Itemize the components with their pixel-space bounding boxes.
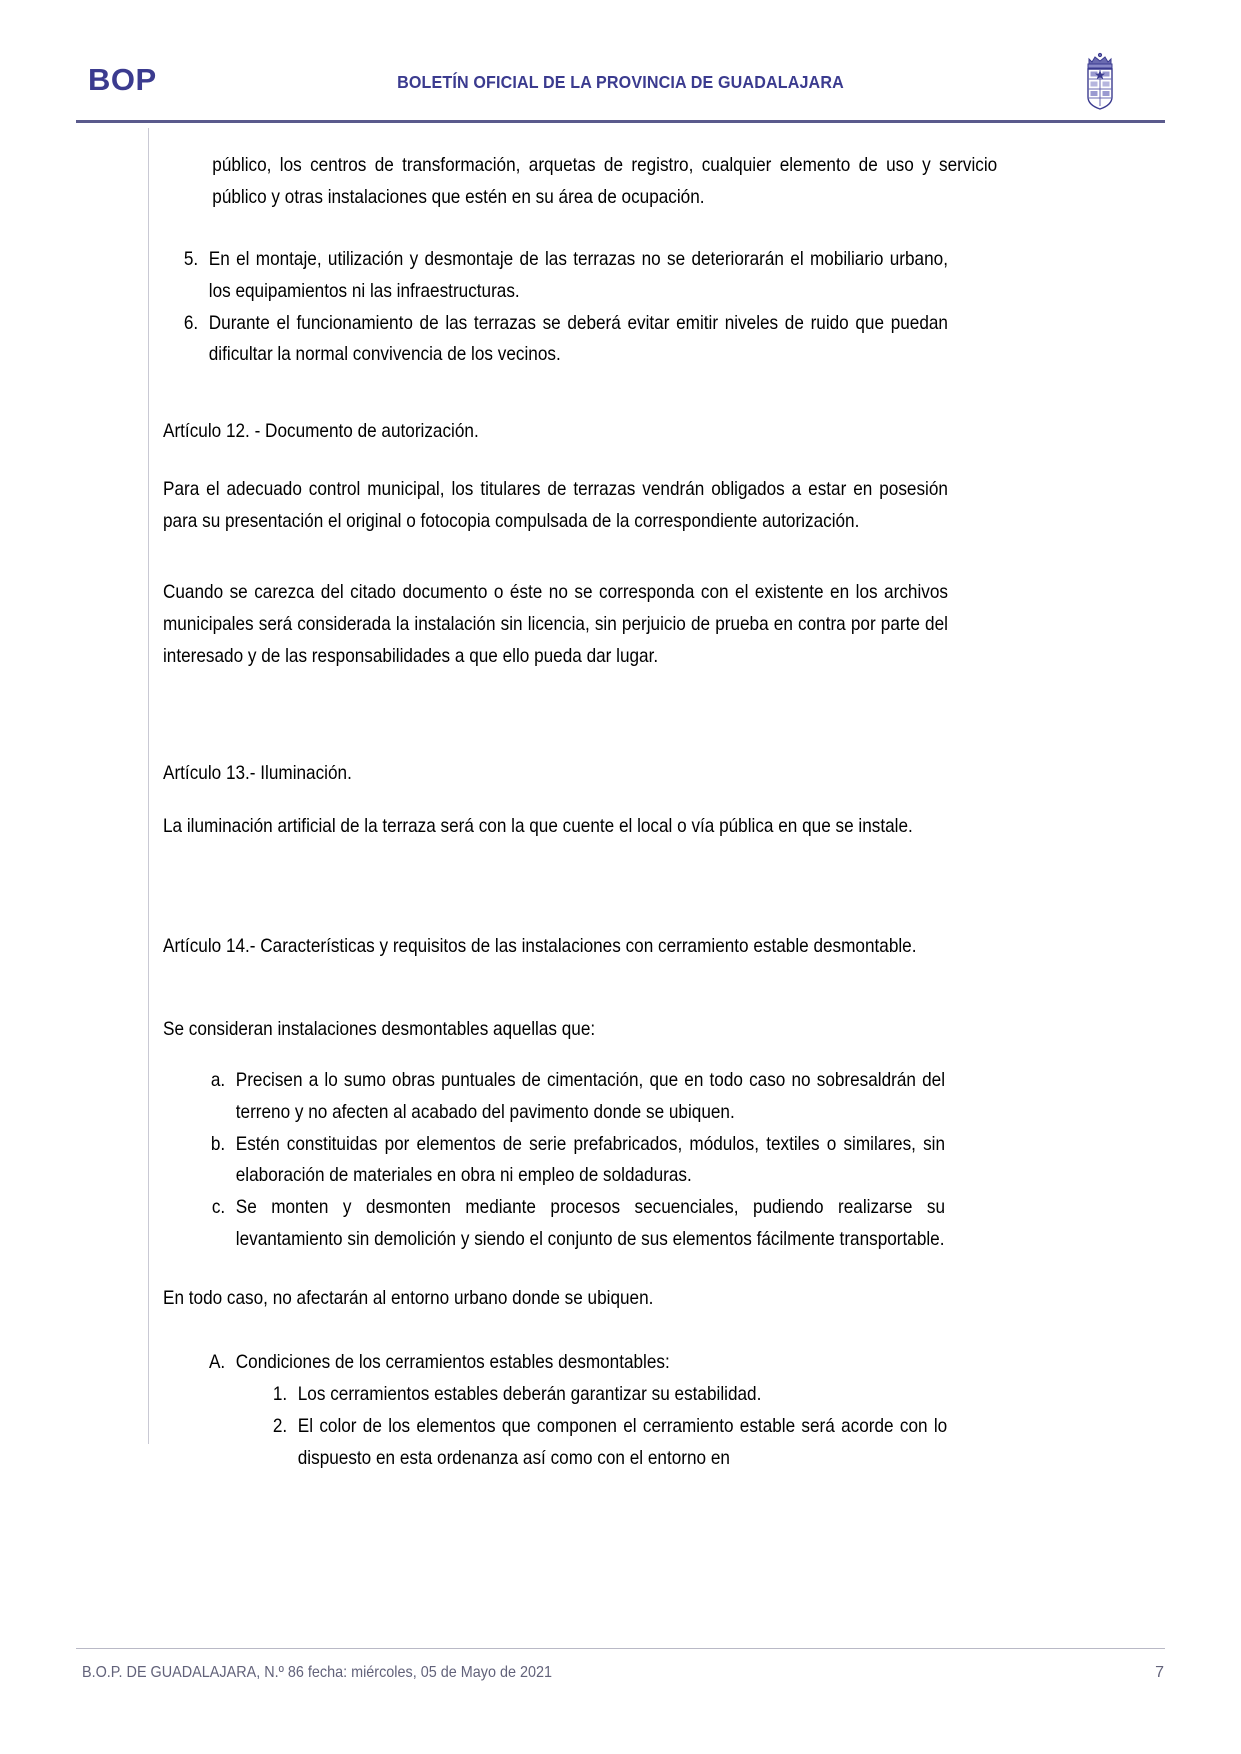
paragraph-art12-1: Para el adecuado control municipal, los titulares de terrazas vendrán obligados a estar en posesión para su presentación el original o fotocopia compulsada de la correspondiente autorización. <box>163 478 948 532</box>
paragraph-art12-2: Cuando se carezca del citado documento o éste no se corresponda con el existente en los archivos municipales será considerada la instalación sin licencia, sin perjuicio de prueba en contra por parte del interesado y de las responsabilidades a que ello pueda dar lugar. <box>163 581 948 667</box>
paragraph-art13-1: La iluminación artificial de la terraza será con la que cuente el local o vía pública en que se instale. <box>163 815 913 837</box>
header-divider <box>76 120 1165 123</box>
bop-logo: BOP <box>88 62 157 97</box>
margin-rule <box>148 128 149 1444</box>
list-marker: 6. <box>183 311 199 334</box>
heading-articulo-12: Artículo 12. - Documento de autorización. <box>163 420 479 442</box>
list-item <box>190 1347 945 1379</box>
coat-of-arms-icon <box>1078 48 1122 112</box>
list-item-text: Precisen a lo sumo obras puntuales de cimentación, que en todo caso no sobresaldrán del terreno y no afecten al acabado del pavimento donde se ubiquen. <box>235 1069 946 1123</box>
list-item-text: Estén constituidas por elementos de serie prefabricados, módulos, textiles o similares, sin elaboración de materiales en obra ni empleo de soldaduras. <box>235 1132 946 1187</box>
list-item <box>252 1379 947 1411</box>
list-item <box>252 1411 947 1475</box>
section-a <box>190 1347 975 1379</box>
list-item-text: En el montaje, utilización y desmontaje de las terrazas no se deteriorarán el mobiliario urbano, los equipamientos ni las infraestructuras. <box>208 248 948 302</box>
list-item <box>190 1065 945 1129</box>
list-marker: A. <box>208 1351 226 1373</box>
heading-articulo-13: Artículo 13.- Iluminación. <box>163 762 352 784</box>
list-item <box>190 1192 945 1256</box>
list-item <box>190 1129 945 1193</box>
page-number: 7 <box>1155 1664 1164 1681</box>
section-a-sublist <box>252 1379 1037 1474</box>
list-item-text: Se monten y desmonten mediante procesos secuenciales, pudiendo realizarse su levantamiento sin demolición y siendo el conjunto de sus elementos fácilmente transportable. <box>235 1196 946 1250</box>
page-header <box>0 0 1241 128</box>
footer-publication-info: B.O.P. DE GUADALAJARA, N.º 86 fecha: miércoles, 05 de Mayo de 2021 <box>82 1664 553 1681</box>
list-marker: 5. <box>183 248 199 270</box>
paragraph-art14-2: En todo caso, no afectarán al entorno urbano donde se ubiquen. <box>163 1287 654 1309</box>
page-title: BOLETÍN OFICIAL DE LA PROVINCIA DE GUADALAJARA <box>397 72 844 92</box>
list-numbered-top <box>163 244 948 371</box>
list-item-text: Condiciones de los cerramientos estables desmontables: <box>235 1351 670 1373</box>
list-marker: 2. <box>272 1414 288 1437</box>
list-item-text: Durante el funcionamiento de las terrazas se deberá evitar emitir niveles de ruido que puedan dificultar la normal convivencia de los vecinos. <box>208 311 948 366</box>
list-marker: a. <box>210 1069 226 1091</box>
list-item-text: Los cerramientos estables deberán garantizar su estabilidad. <box>297 1383 762 1405</box>
paragraph-art14-1: Se consideran instalaciones desmontables aquellas que: <box>163 1018 596 1040</box>
list-item-text: El color de los elementos que componen el cerramiento estable será acorde con lo dispuesto en esta ordenanza así como con el entorno en <box>297 1414 948 1469</box>
list-item <box>163 244 948 308</box>
list-item <box>163 308 948 372</box>
list-marker: 1. <box>272 1383 288 1405</box>
paragraph-intro: público, los centros de transformación, arquetas de registro, cualquier elemento de uso y servicio público y otras instalaciones que estén en su área de ocupación. <box>212 154 998 208</box>
list-lettered <box>190 1065 975 1256</box>
footer-divider <box>76 1648 1165 1649</box>
heading-articulo-14: Artículo 14.- Características y requisitos de las instalaciones con cerramiento estable desmontable. <box>163 935 917 957</box>
list-marker: b. <box>210 1132 226 1155</box>
list-marker: c. <box>211 1196 226 1219</box>
